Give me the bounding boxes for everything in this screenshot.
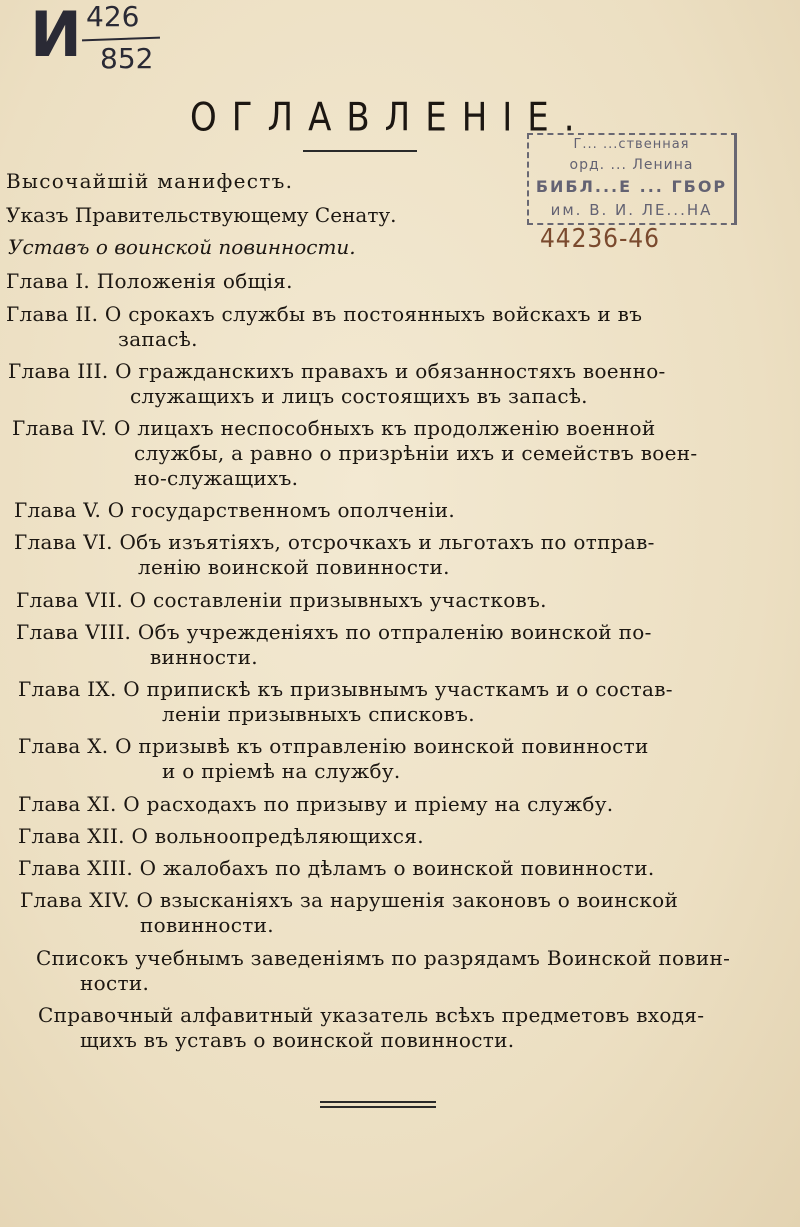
toc-chapter-2-cont: запасѣ. bbox=[118, 327, 198, 351]
toc-chapter-5: Глава V. О государственномъ ополченіи. bbox=[14, 498, 456, 522]
toc-chapter-9-cont: леніи призывныхъ списковъ. bbox=[162, 702, 475, 726]
toc-chapter-6-cont: ленію воинской повинности. bbox=[138, 555, 450, 579]
toc-chapter-9: Глава IX. О припискѣ къ призывнымъ участкамъ и о состав- bbox=[18, 677, 673, 701]
toc-chapter-3: Глава III. О гражданскихъ правахъ и обязанностяхъ военно- bbox=[8, 359, 666, 383]
toc-alphabetical-index: Справочный алфавитный указатель всѣхъ предметовъ входя- bbox=[38, 1003, 705, 1027]
end-divider-bottom bbox=[320, 1106, 436, 1108]
toc-senate-decree: Указъ Правительствующему Сенату. bbox=[6, 203, 397, 227]
end-divider-top bbox=[320, 1101, 436, 1103]
toc-chapter-4: Глава IV. О лицахъ неспособныхъ къ продолженію военной bbox=[12, 416, 656, 440]
toc-alphabetical-index-cont: щихъ въ уставъ о воинской повинности. bbox=[80, 1028, 515, 1052]
toc-chapter-1: Глава I. Положенія общія. bbox=[6, 269, 293, 293]
title-divider bbox=[303, 150, 417, 152]
toc-chapter-12: Глава XII. О вольноопредѣляющихся. bbox=[18, 824, 424, 848]
stamp-line-1: Г... ...ственная bbox=[573, 137, 690, 152]
toc-chapter-4-cont1: службы, а равно о призрѣніи ихъ и семействъ воен- bbox=[134, 441, 698, 465]
toc-school-list: Списокъ учебнымъ заведеніямъ по разрядамъ Воинской повин- bbox=[36, 946, 731, 970]
toc-chapter-11: Глава XI. О расходахъ по призыву и пріему на службу. bbox=[18, 792, 614, 816]
stamp-line-2: орд. ... Ленина bbox=[569, 157, 694, 173]
handwritten-fraction-rule bbox=[82, 37, 160, 42]
toc-school-list-cont: ности. bbox=[80, 971, 150, 995]
page-title: ОГЛАВЛЕНІЕ. bbox=[190, 95, 590, 141]
toc-chapter-8: Глава VIII. Объ учрежденіяхъ по отпраленію воинской по- bbox=[16, 620, 652, 644]
handwritten-shelf-number-top: 426 bbox=[86, 0, 140, 33]
stamp-line-3: БИБЛ...Е ... ГБОР bbox=[535, 177, 728, 196]
toc-chapter-3-cont: служащихъ и лицъ состоящихъ въ запасѣ. bbox=[130, 384, 588, 408]
toc-chapter-7: Глава VII. О составленіи призывныхъ участковъ. bbox=[16, 588, 547, 612]
toc-chapter-8-cont: винности. bbox=[150, 645, 258, 669]
toc-chapter-14: Глава XIV. О взысканіяхъ за нарушенія законовъ о воинской bbox=[20, 888, 679, 912]
toc-manifesto: Высочайшій манифестъ. bbox=[6, 169, 294, 193]
stamp-line-4: им. В. И. ЛЕ...НА bbox=[550, 201, 713, 219]
toc-chapter-14-cont: повинности. bbox=[140, 913, 274, 937]
handwritten-shelf-letter: И bbox=[30, 0, 80, 71]
handwritten-shelf-number-bottom: 852 bbox=[100, 42, 154, 75]
toc-chapter-4-cont2: но-служащихъ. bbox=[134, 466, 299, 490]
toc-chapter-6: Глава VI. Объ изъятіяхъ, отсрочкахъ и льготахъ по отправ- bbox=[14, 530, 655, 554]
toc-chapter-10: Глава X. О призывѣ къ отправленію воинской повинности bbox=[18, 734, 649, 758]
library-stamp bbox=[527, 133, 737, 225]
toc-chapter-13: Глава XIII. О жалобахъ по дѣламъ о воинской повинности. bbox=[18, 856, 655, 880]
toc-statute-title: Уставъ о воинской повинности. bbox=[8, 235, 356, 259]
handwritten-inventory-number: 44236-46 bbox=[540, 224, 660, 254]
toc-chapter-2: Глава II. О срокахъ службы въ постоянныхъ войскахъ и въ bbox=[6, 302, 643, 326]
toc-chapter-10-cont: и о пріемѣ на службу. bbox=[162, 759, 401, 783]
